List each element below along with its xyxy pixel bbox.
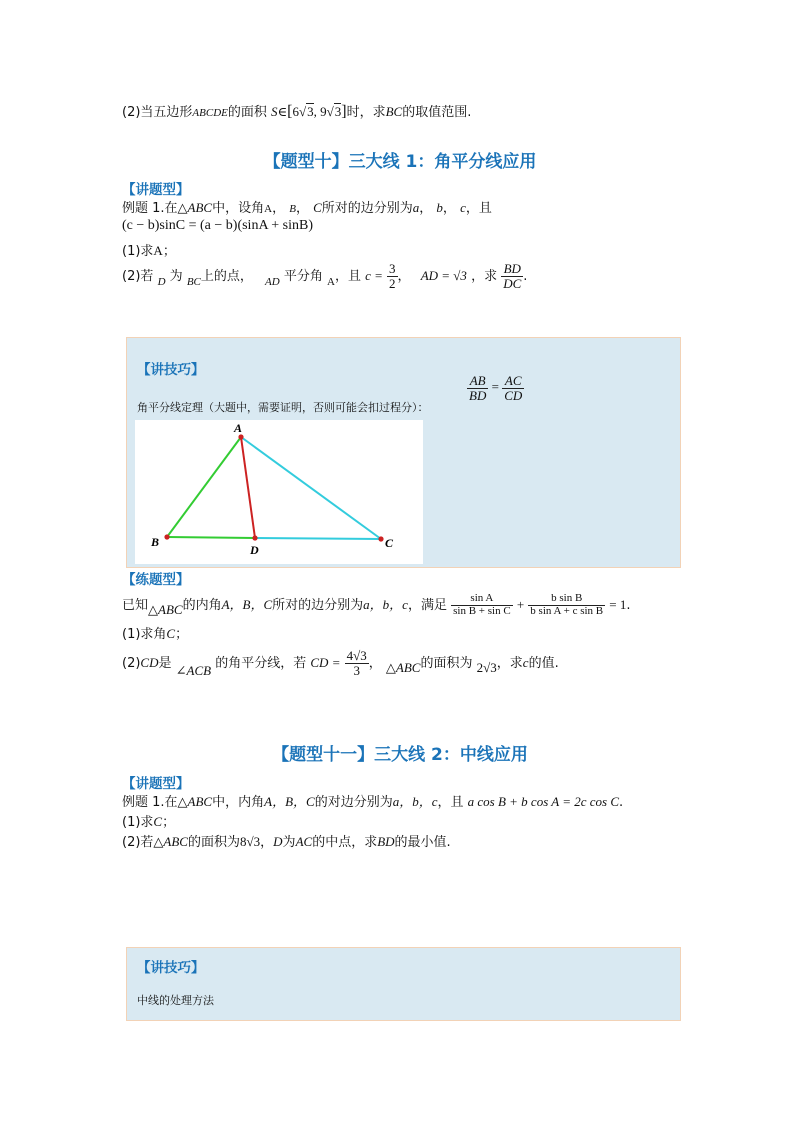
cd-fraction bbox=[345, 649, 369, 677]
top-middle: 的面积 bbox=[227, 105, 267, 120]
q2-pre: (2)若 bbox=[122, 269, 154, 284]
p-q1-c: C bbox=[166, 626, 176, 641]
range-a3: 9 bbox=[320, 104, 327, 119]
q2-bisect: 平分角 bbox=[283, 269, 323, 284]
frac-cd: CD bbox=[504, 387, 523, 403]
top-prefix: (2)当五边形 bbox=[122, 105, 193, 120]
s11-eq: a cos B + b cos A = 2c cos C bbox=[467, 794, 620, 809]
segment-dc bbox=[255, 538, 381, 539]
label-c: C bbox=[385, 536, 394, 550]
p-val: 的值. bbox=[528, 656, 559, 671]
p-q2-tri: △ABC bbox=[385, 660, 421, 675]
s11-q2-end: 的最小值. bbox=[394, 835, 451, 850]
p-cd: CD bbox=[140, 655, 159, 670]
practice-line1: 已知△ABC的内角A，B，C所对的边分别为a，b，c，满足 $\frac{\text{sin A}}{\text{sin B + sin C}}$ + $\frac{\text{b sin B}}{\text{b sin A + c sin B}}$ = 1. bbox=[122, 592, 631, 617]
section11-title: 【题型十一】三大线 2：中线应用 bbox=[272, 745, 528, 765]
s-symbol: S bbox=[271, 104, 278, 119]
p-q2-end: ，求 bbox=[496, 656, 523, 671]
s11-q2-wei: 为 bbox=[282, 835, 296, 850]
frac-sin-a bbox=[451, 593, 513, 617]
f2-n: b sin B bbox=[528, 593, 605, 606]
segment-ad: AD bbox=[265, 276, 280, 288]
cd-eq: CD = bbox=[310, 655, 341, 670]
s11-q2-bd: BD bbox=[377, 834, 395, 849]
side-c: c bbox=[460, 200, 466, 215]
dc: DC bbox=[503, 276, 522, 291]
f1-d: sin B + sin C bbox=[453, 605, 511, 617]
angle-a-2: A bbox=[327, 276, 335, 288]
p-q2-pre: (2) bbox=[122, 656, 141, 671]
p-q2-mid: 的角平分线，若 bbox=[215, 656, 307, 671]
s11-mid: 中，内角 bbox=[212, 795, 265, 810]
point-c-dot bbox=[378, 536, 383, 541]
tip-box-median bbox=[126, 947, 681, 1021]
bc-var: BC bbox=[385, 104, 403, 119]
bisector-theorem-formula: $\frac{AB}{BD}$ = $\frac{AC}{CD}$ bbox=[469, 373, 523, 403]
qie: 且 bbox=[478, 201, 492, 216]
q1-text: (1)求 bbox=[122, 244, 154, 259]
pentagon-name: ABCDE bbox=[192, 107, 228, 119]
p-mid: 的内角 bbox=[182, 598, 222, 613]
cd-num: 4√3 bbox=[346, 648, 367, 664]
frac-ab: AB bbox=[467, 374, 488, 389]
s11-q2-tri: △ABC bbox=[153, 834, 188, 849]
q2-on: 上的点， bbox=[200, 269, 253, 284]
section10-title: 【题型十】三大线 1：角平分线应用 bbox=[263, 152, 537, 172]
q2-wei: 为 bbox=[169, 269, 183, 284]
section10-lian-label: 【练题型】 bbox=[122, 572, 190, 588]
p-q2-area: 的面积为 bbox=[420, 656, 473, 671]
s11-q1-c: C bbox=[153, 814, 163, 829]
in-symbol: ∈ bbox=[277, 104, 288, 119]
triangle-figure bbox=[135, 420, 423, 564]
p-mid2: 所对的边分别为 bbox=[272, 598, 364, 613]
frac-ac: AC bbox=[502, 374, 524, 389]
p-abc2: a，b，c bbox=[363, 597, 408, 612]
p-q2-is: 是 bbox=[158, 656, 172, 671]
s11-mid2: 的对边分别为 bbox=[314, 795, 393, 810]
tip-label: 【讲技巧】 bbox=[137, 362, 205, 378]
p-abc: A，B，C bbox=[221, 597, 273, 612]
bd: BD bbox=[501, 262, 523, 277]
s11-q2-ac: AC bbox=[295, 834, 313, 849]
s11-q2-area: 的面积为 bbox=[187, 835, 240, 850]
eq-one: = 1 bbox=[609, 597, 627, 612]
tip-box-angle-bisector bbox=[126, 337, 681, 568]
section10-jiang-label: 【讲题型】 bbox=[122, 182, 190, 198]
section10-q1 bbox=[122, 240, 176, 259]
s11-q2-d: D bbox=[273, 834, 283, 849]
ex-mid: 中，设角 bbox=[212, 201, 265, 216]
angle-a: A bbox=[264, 203, 273, 215]
top-tail1: 时，求 bbox=[346, 105, 386, 120]
ex-mid2: 所对的边分别为 bbox=[321, 201, 413, 216]
point-d: D bbox=[157, 276, 166, 288]
practice-q1 bbox=[122, 623, 188, 642]
range-a2: 3 bbox=[307, 104, 314, 119]
q1-var: A bbox=[153, 243, 163, 258]
bisector-ad bbox=[241, 437, 255, 538]
s11-q2-mid: 的中点，求 bbox=[312, 835, 378, 850]
s11-q2-val: 8√3 bbox=[240, 834, 261, 849]
p-c: c bbox=[522, 655, 529, 670]
f1-n: sin A bbox=[451, 593, 513, 606]
segment-bd bbox=[167, 537, 255, 538]
s11-pre: 例题 1.在 bbox=[122, 795, 178, 810]
s11-abc: A，B，C bbox=[264, 794, 315, 809]
triangle-abc: △ABC bbox=[177, 200, 213, 215]
c-eq: c = bbox=[365, 268, 383, 283]
s11-qie: ，且 bbox=[437, 795, 464, 810]
label-d: D bbox=[250, 543, 259, 557]
triangle-svg bbox=[135, 420, 423, 564]
practice-q2: (2)CD是 ∠ACB 的角平分线，若 CD = $\frac{4√3}{3}$ ， △ABC的面积为 2√3，求c的值. bbox=[122, 648, 559, 678]
ad-eq: AD = √3 bbox=[420, 268, 467, 283]
section10-example-line1: 例题 1.在△ABC中，设角A， B， C所对的边分别为a， b， c，且 bbox=[122, 200, 492, 216]
top-question-line: (2)当五边形ABCDE的面积 S∈[6√3, 9√3]时，求BC的取值范围. bbox=[122, 103, 472, 120]
top-tail2: 的取值范围. bbox=[402, 105, 472, 120]
angle-acb: ∠ACB bbox=[175, 663, 212, 678]
angle-b: B bbox=[289, 203, 296, 215]
point-d-dot bbox=[252, 535, 257, 540]
side-ab bbox=[167, 437, 241, 537]
p-mid3: ，满足 bbox=[407, 598, 447, 613]
s11-q2-pre: (2)若 bbox=[122, 835, 154, 850]
label-b: B bbox=[151, 535, 160, 549]
s11-q1-end: ； bbox=[162, 815, 176, 830]
segment-bc: BC bbox=[186, 276, 201, 288]
range-a1: 6 bbox=[292, 104, 299, 119]
s11-tri: △ABC bbox=[177, 794, 213, 809]
range-a4: 3 bbox=[334, 104, 342, 119]
section10-q2: (2)若 $_D$ 为 $_{BC}$上的点， $_{AD}$ 平分角 $_A$，且 c = $\frac{3}{2}$ ， AD = √3 ，求 $\frac{BD}{DC}$ . bbox=[122, 261, 528, 291]
side-ac bbox=[241, 437, 381, 539]
c-den: 2 bbox=[389, 276, 396, 291]
tip2-label: 【讲技巧】 bbox=[137, 960, 205, 976]
frac-bsin-b bbox=[528, 593, 605, 617]
section10-equation: (c − b)sinC = (a − b)(sinA + sinB) bbox=[122, 218, 314, 233]
angle-c: C bbox=[313, 200, 322, 215]
label-a: A bbox=[234, 421, 243, 435]
q2-qie: ，且 bbox=[334, 269, 361, 284]
point-a-dot bbox=[238, 434, 243, 439]
point-b-dot bbox=[164, 534, 169, 539]
p-q1-end: ； bbox=[175, 627, 189, 642]
c-num: 3 bbox=[389, 261, 396, 277]
area-val: 2√3 bbox=[476, 660, 497, 675]
section11-q2: (2)若△ABC的面积为8√3，D为AC的中点，求BD的最小值. bbox=[122, 834, 451, 850]
side-a: a bbox=[412, 200, 420, 215]
section11-example: 例题 1.在△ABC中，内角A，B，C的对边分别为a，b，c，且 a cos B + b cos A = 2c cos C. bbox=[122, 794, 624, 810]
s11-q1: (1)求 bbox=[122, 815, 154, 830]
section11-jiang-label: 【讲题型】 bbox=[122, 776, 190, 792]
section11-q1 bbox=[122, 811, 175, 830]
side-b: b bbox=[436, 200, 443, 215]
p-pre: 已知 bbox=[122, 598, 149, 613]
q2-qiu: ，求 bbox=[471, 269, 498, 284]
ex-prefix: 例题 1.在 bbox=[122, 201, 178, 216]
frac-bd: BD bbox=[469, 387, 487, 403]
tip2-text: 中线的处理方法 bbox=[137, 994, 214, 1007]
tip-text: 角平分线定理（大题中，需要证明，否则可能会扣过程分）： bbox=[137, 401, 429, 414]
p-tri: △ABC bbox=[148, 602, 183, 617]
f2-d: b sin A + c sin B bbox=[530, 605, 604, 617]
p-q1: (1)求角 bbox=[122, 627, 167, 642]
q1-end: ； bbox=[162, 244, 176, 259]
cd-den: 3 bbox=[353, 663, 360, 678]
s11-abc2: a，b，c bbox=[392, 794, 438, 809]
c-fraction bbox=[387, 262, 398, 290]
bd-dc-fraction bbox=[501, 262, 523, 290]
